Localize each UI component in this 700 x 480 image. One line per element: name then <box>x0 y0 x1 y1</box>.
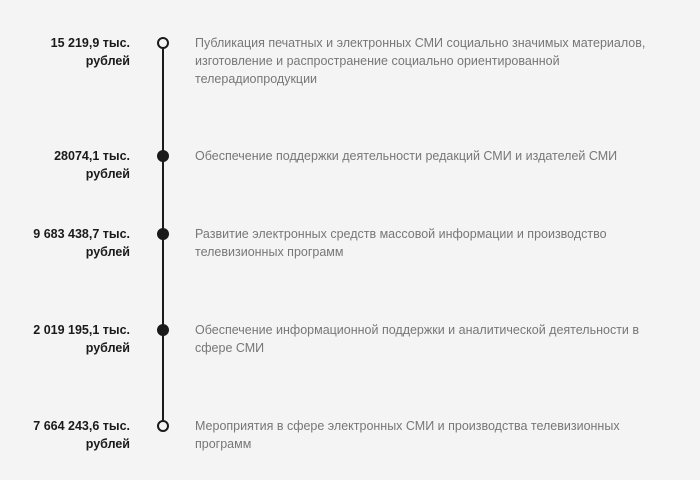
entry-description: Обеспечение информационной поддержки и аналитической деятельности в сфере СМИ <box>195 323 640 355</box>
amount-value: 15 219,9 тыс. <box>50 36 130 50</box>
amount-unit: рублей <box>85 167 130 181</box>
filled-circle-marker-icon <box>157 228 169 240</box>
entry-amount <box>0 147 130 183</box>
entry-amount <box>0 34 130 70</box>
amount-unit: рублей <box>85 437 130 451</box>
amount-value: 2 019 195,1 тыс. <box>33 323 130 337</box>
hollow-circle-marker-icon <box>157 37 169 49</box>
entry-description: Мероприятия в сфере электронных СМИ и производства телевизионных программ <box>195 419 620 451</box>
amount-unit: рублей <box>85 341 130 355</box>
entry-description: Обеспечение поддержки деятельности редакций СМИ и издателей СМИ <box>195 149 618 163</box>
amount-unit: рублей <box>85 245 130 259</box>
amount-value: 9 683 438,7 тыс. <box>33 227 130 241</box>
hollow-circle-marker-icon <box>157 420 169 432</box>
amount-value: 7 664 243,6 тыс. <box>33 419 130 433</box>
amount-unit: рублей <box>85 54 130 68</box>
entry-description: Публикация печатных и электронных СМИ социально значимых материалов, изготовление и распространение социально ориентированной телерадиопродукции <box>195 36 646 86</box>
filled-circle-marker-icon <box>157 150 169 162</box>
entry-amount <box>0 225 130 261</box>
entry-description: Развитие электронных средств массовой информации и производство телевизионных программ <box>195 227 607 259</box>
entry-amount <box>0 417 130 453</box>
amount-value: 28074,1 тыс. <box>54 149 130 163</box>
filled-circle-marker-icon <box>157 324 169 336</box>
entry-amount <box>0 321 130 357</box>
